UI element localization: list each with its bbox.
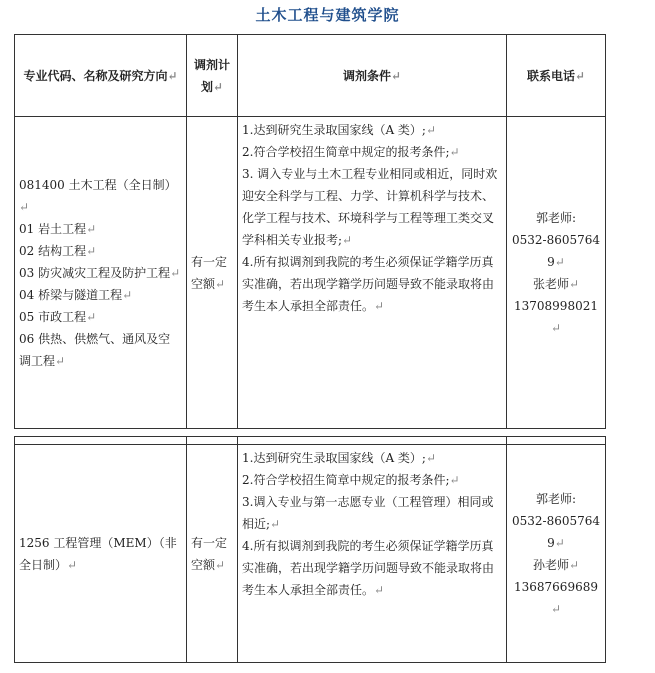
list-item: 1256 工程管理（MEM）（非全日制）↵	[19, 535, 177, 572]
header-plan: 调剂计划↵	[187, 35, 238, 117]
list-item: 3. 调入专业与土木工程专业相同或相近，同时欢迎安全科学与工程、力学、计算机科学与技术、化学工程与技术、环境科学与工程等理工类交叉学科相关专业报考;↵	[242, 167, 498, 247]
page-title: 土木工程与建筑学院	[255, 6, 400, 24]
table-header-row	[15, 35, 606, 117]
major-list	[15, 445, 187, 663]
list-item: 1.达到研究生录取国家线（A 类）;↵	[242, 123, 437, 137]
conditions-cell	[238, 117, 507, 429]
contact-label: 张老师↵	[532, 276, 580, 291]
list-item: 04 桥梁与隧道工程↵	[19, 287, 133, 302]
phone-number: 13687669689↵	[514, 579, 598, 616]
list-item: 01 岩土工程↵	[19, 221, 97, 236]
phone-number: 0532-86057649↵	[511, 232, 601, 269]
header-contact: 联系电话↵	[507, 35, 606, 117]
conditions-cell	[238, 445, 507, 663]
header-major: 专业代码、名称及研究方向↵	[15, 35, 187, 117]
phone-number: 0532-86057649↵	[511, 513, 601, 550]
adjustment-table-bottom	[14, 436, 606, 663]
list-item: 3.调入专业与第一志愿专业（工程管理）相同或相近;↵	[242, 495, 494, 531]
list-item: 4.所有拟调剂到我院的考生必须保证学籍学历真实准确，若出现学籍学历问题导致不能录取将由考生本人承担全部责任。↵	[242, 539, 495, 597]
contact-label: 郭老师:	[535, 491, 577, 506]
major-list	[15, 117, 187, 429]
list-item: 03 防灾减灾工程及防护工程↵	[19, 265, 181, 280]
plan-cell: 有一定空额↵	[187, 117, 238, 429]
contact-cell	[507, 117, 606, 429]
list-item: 4.所有拟调剂到我院的考生必须保证学籍学历真实准确，若出现学籍学历问题导致不能录取将由考生本人承担全部责任。↵	[242, 255, 495, 313]
header-conditions: 调剂条件↵	[238, 35, 507, 117]
list-item: 06 供热、供燃气、通风及空调工程↵	[19, 331, 171, 368]
adjustment-table-top	[14, 34, 606, 429]
list-item: 1.达到研究生录取国家线（A 类）;↵	[242, 451, 437, 465]
contact-cell	[507, 445, 606, 663]
table-row	[15, 445, 606, 663]
list-item: 2.符合学校招生简章中规定的报考条件;↵	[242, 145, 460, 159]
contact-label: 郭老师:	[535, 210, 577, 225]
list-item: 05 市政工程↵	[19, 309, 97, 324]
list-item: 02 结构工程↵	[19, 243, 97, 258]
table-row	[15, 117, 606, 429]
contact-label: 孙老师↵	[532, 557, 580, 572]
phone-number: 13708998021↵	[514, 298, 598, 335]
list-item: 081400 土木工程（全日制）↵	[19, 177, 177, 214]
plan-cell: 有一定空额↵	[187, 445, 238, 663]
list-item: 2.符合学校招生简章中规定的报考条件;↵	[242, 473, 460, 487]
spacer-row	[15, 437, 606, 445]
